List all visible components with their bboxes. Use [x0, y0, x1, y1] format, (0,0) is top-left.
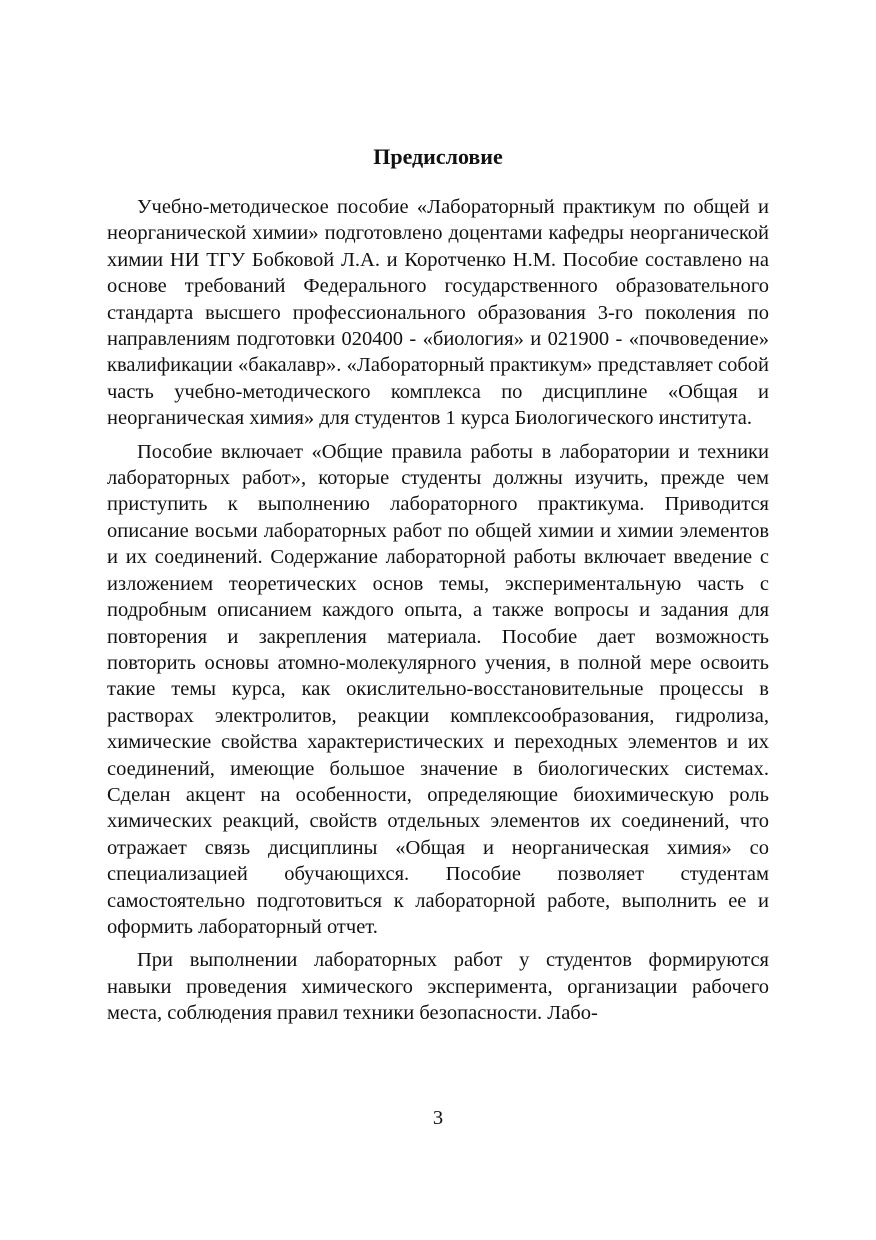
paragraph-1: Учебно-методическое пособие «Лабораторный практикум по общей и неорганической химии» подготовлено доцентами кафедры неорганической химии НИ ТГУ Бобковой Л.А. и Коротченко Н.М. Пособие составлено на основе требований Федерального государственного образовательного стандарта высшего профессионального образования 3-го поколения по направлениям подготовки 020400 - «биология» и 021900 - «почвоведение» квалификации «бакалавр». «Лабораторный практикум» представляет собой часть учебно-методического комплекса по дисциплине «Общая и неорганическая химия» для студентов 1 курса Биологического института.	[107, 196, 769, 430]
page-title: Предисловие	[373, 144, 503, 169]
body-text	[107, 194, 769, 1034]
document-page	[107, 0, 769, 1240]
paragraph-2: Пособие включает «Общие правила работы в лаборатории и техники лабораторных работ», которые студенты должны изучить, прежде чем приступить к выполнению лабораторного практикума. Приводится описание восьми лабораторных работ по общей химии и химии элементов и их соединений. Содержание лабораторной работы включает введение с изложением теоретических основ темы, экспериментальную часть с подробным описанием каждого опыта, а также вопросы и задания для повторения и закрепления материала. Пособие дает возможность повторить основы атомно-молекулярного учения, в полной мере освоить такие темы курса, как окислительно-восстановительные процессы в растворах электролитов, реакции комплексообразования, гидролиза, химические свойства характеристических и переходных элементов и их соединений, имеющие большое значение в биологических системах. Сделан акцент на особенности, определяющие биохимическую роль химических реакций, свойств отдельных элементов их соединений, что отражает связь дисциплины «Общая и неорганическая химия» со специализацией обучающихся. Пособие позволяет студентам самостоятельно подготовиться к лабораторной работе, выполнить ее и оформить лабораторный отчет.	[107, 440, 769, 938]
page-number: 3	[432, 1107, 444, 1129]
paragraph-3: При выполнении лабораторных работ у студентов формируются навыки проведения химического эксперимента, организации рабочего места, соблюдения правил техники безопасности. Лабо-	[107, 949, 769, 1025]
